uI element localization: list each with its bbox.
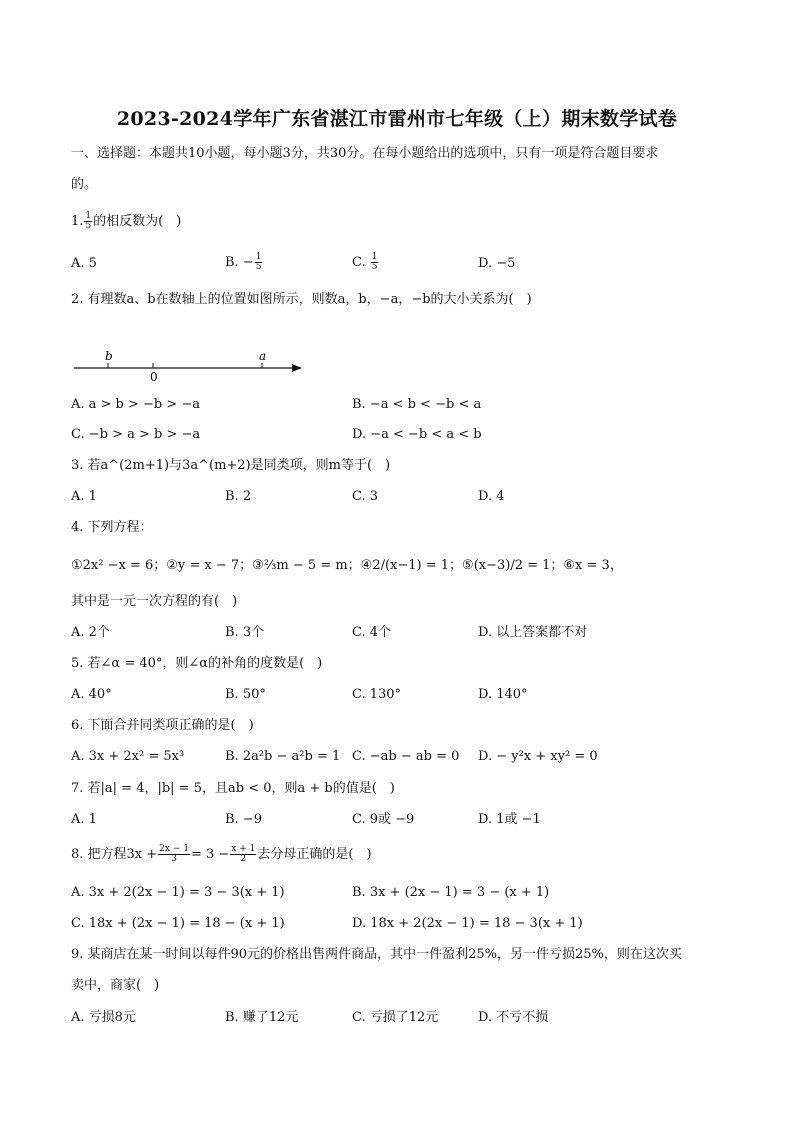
- section-instructions-line1: 一、选择题：本题共10小题，每小题3分，共30分。在每小题给出的选项中，只有一项是符合题目要求: [71, 146, 659, 161]
- q3-option-c: C. 3: [352, 489, 379, 504]
- question-4-stem: 4. 下列方程：: [71, 520, 153, 535]
- question-4-tail: 其中是一元一次方程的有( ): [71, 594, 238, 609]
- q7-option-a: A. 1: [71, 812, 97, 827]
- q7-option-b: B. −9: [225, 812, 262, 827]
- q4-option-c: C. 4个: [352, 625, 392, 640]
- question-9-line1: 9. 某商店在某一时间以每件90元的价格出售两件商品，其中一件盈利25%，另一件亏损25%，则在这次买: [71, 947, 682, 962]
- q6-option-d: D. − y²x + xy² = 0: [478, 749, 598, 764]
- question-1-number: 1.: [71, 214, 84, 229]
- q2-option-b: B. −a < b < −b < a: [352, 397, 482, 412]
- page-title: 2023-2024学年广东省湛江市雷州市七年级（上）期末数学试卷: [116, 108, 678, 130]
- q2-option-d: D. −a < −b < a < b: [352, 427, 482, 442]
- q6-option-a: A. 3x + 2x² = 5x³: [71, 749, 185, 764]
- number-line-figure: [70, 344, 310, 384]
- q1-option-b: B. − $\frac{1}{5}$: [225, 252, 262, 272]
- q8-option-a: A. 3x + 2(2x − 1) = 3 − 3(x + 1): [71, 885, 285, 900]
- question-1-stem: 的相反数为( ): [93, 214, 182, 229]
- question-4-equations: ①2x² −x = 6；②y = x − 7；③⅔m − 5 = m；④2/(x−1) = 1；⑤(x−3)/2 = 1；⑥x = 3，: [71, 558, 623, 573]
- q1-option-c: C. $\frac{1}{5}$: [352, 252, 378, 272]
- q4-option-b: B. 3个: [225, 625, 265, 640]
- q1-option-d: D. −5: [478, 256, 516, 271]
- q7-option-c: C. 9或 −9: [352, 812, 415, 827]
- q8-option-b: B. 3x + (2x − 1) = 3 − (x + 1): [352, 885, 550, 900]
- question-2-stem: 2. 有理数a、b在数轴上的位置如图所示，则数a，b，−a，−b的大小关系为( ): [71, 292, 532, 307]
- q3-option-b: B. 2: [225, 489, 252, 504]
- question-9-line2: 卖中，商家( ): [71, 978, 160, 993]
- q5-option-b: B. 50°: [225, 687, 266, 702]
- label-a: a: [259, 349, 267, 363]
- q6-option-c: C. −ab − ab = 0: [352, 749, 460, 764]
- question-5-stem: 5. 若∠α = 40°，则∠α的补角的度数是( ): [71, 656, 323, 671]
- question-1-fraction: $\frac{1}{5}$: [85, 211, 92, 231]
- question-8-stem: 8. 把方程3x + $\frac{2x - 1}{3}$ = 3 − $\frac{x + 1}{2}$ 去分母正确的是( ): [71, 844, 372, 864]
- q9-option-c: C. 亏损了12元: [352, 1010, 439, 1025]
- question-3-stem: 3. 若a^(2m+1)与3a^(m+2)是同类项，则m等于( ): [71, 458, 391, 473]
- q9-option-d: D. 不亏不损: [478, 1010, 549, 1025]
- q8-option-d: D. 18x + 2(2x − 1) = 18 − 3(x + 1): [352, 916, 583, 931]
- number-line-arrow: [292, 364, 302, 372]
- question-7-stem: 7. 若|a| = 4，|b| = 5，且ab < 0，则a + b的值是( ): [71, 781, 395, 796]
- q5-option-d: D. 140°: [478, 687, 528, 702]
- q5-option-a: A. 40°: [71, 687, 112, 702]
- q1-option-a: A. 5: [71, 256, 97, 271]
- q5-option-c: C. 130°: [352, 687, 402, 702]
- q2-option-c: C. −b > a > b > −a: [71, 427, 201, 442]
- q3-option-a: A. 1: [71, 489, 97, 504]
- q3-option-d: D. 4: [478, 489, 505, 504]
- section-instructions-line2: 的。: [71, 177, 98, 192]
- q8-option-c: C. 18x + (2x − 1) = 18 − (x + 1): [71, 916, 285, 931]
- q9-option-b: B. 赚了12元: [225, 1010, 299, 1025]
- q4-option-a: A. 2个: [71, 625, 110, 640]
- q7-option-d: D. 1或 −1: [478, 812, 541, 827]
- q2-option-a: A. a > b > −b > −a: [71, 397, 201, 412]
- label-zero: 0: [150, 370, 158, 384]
- q9-option-a: A. 亏损8元: [71, 1010, 136, 1025]
- label-b: b: [105, 349, 113, 363]
- q4-option-d: D. 以上答案都不对: [478, 625, 588, 640]
- question-6-stem: 6. 下面合并同类项正确的是( ): [71, 718, 254, 733]
- question-1: [71, 212, 181, 231]
- q6-option-b: B. 2a²b − a²b = 1: [225, 749, 341, 764]
